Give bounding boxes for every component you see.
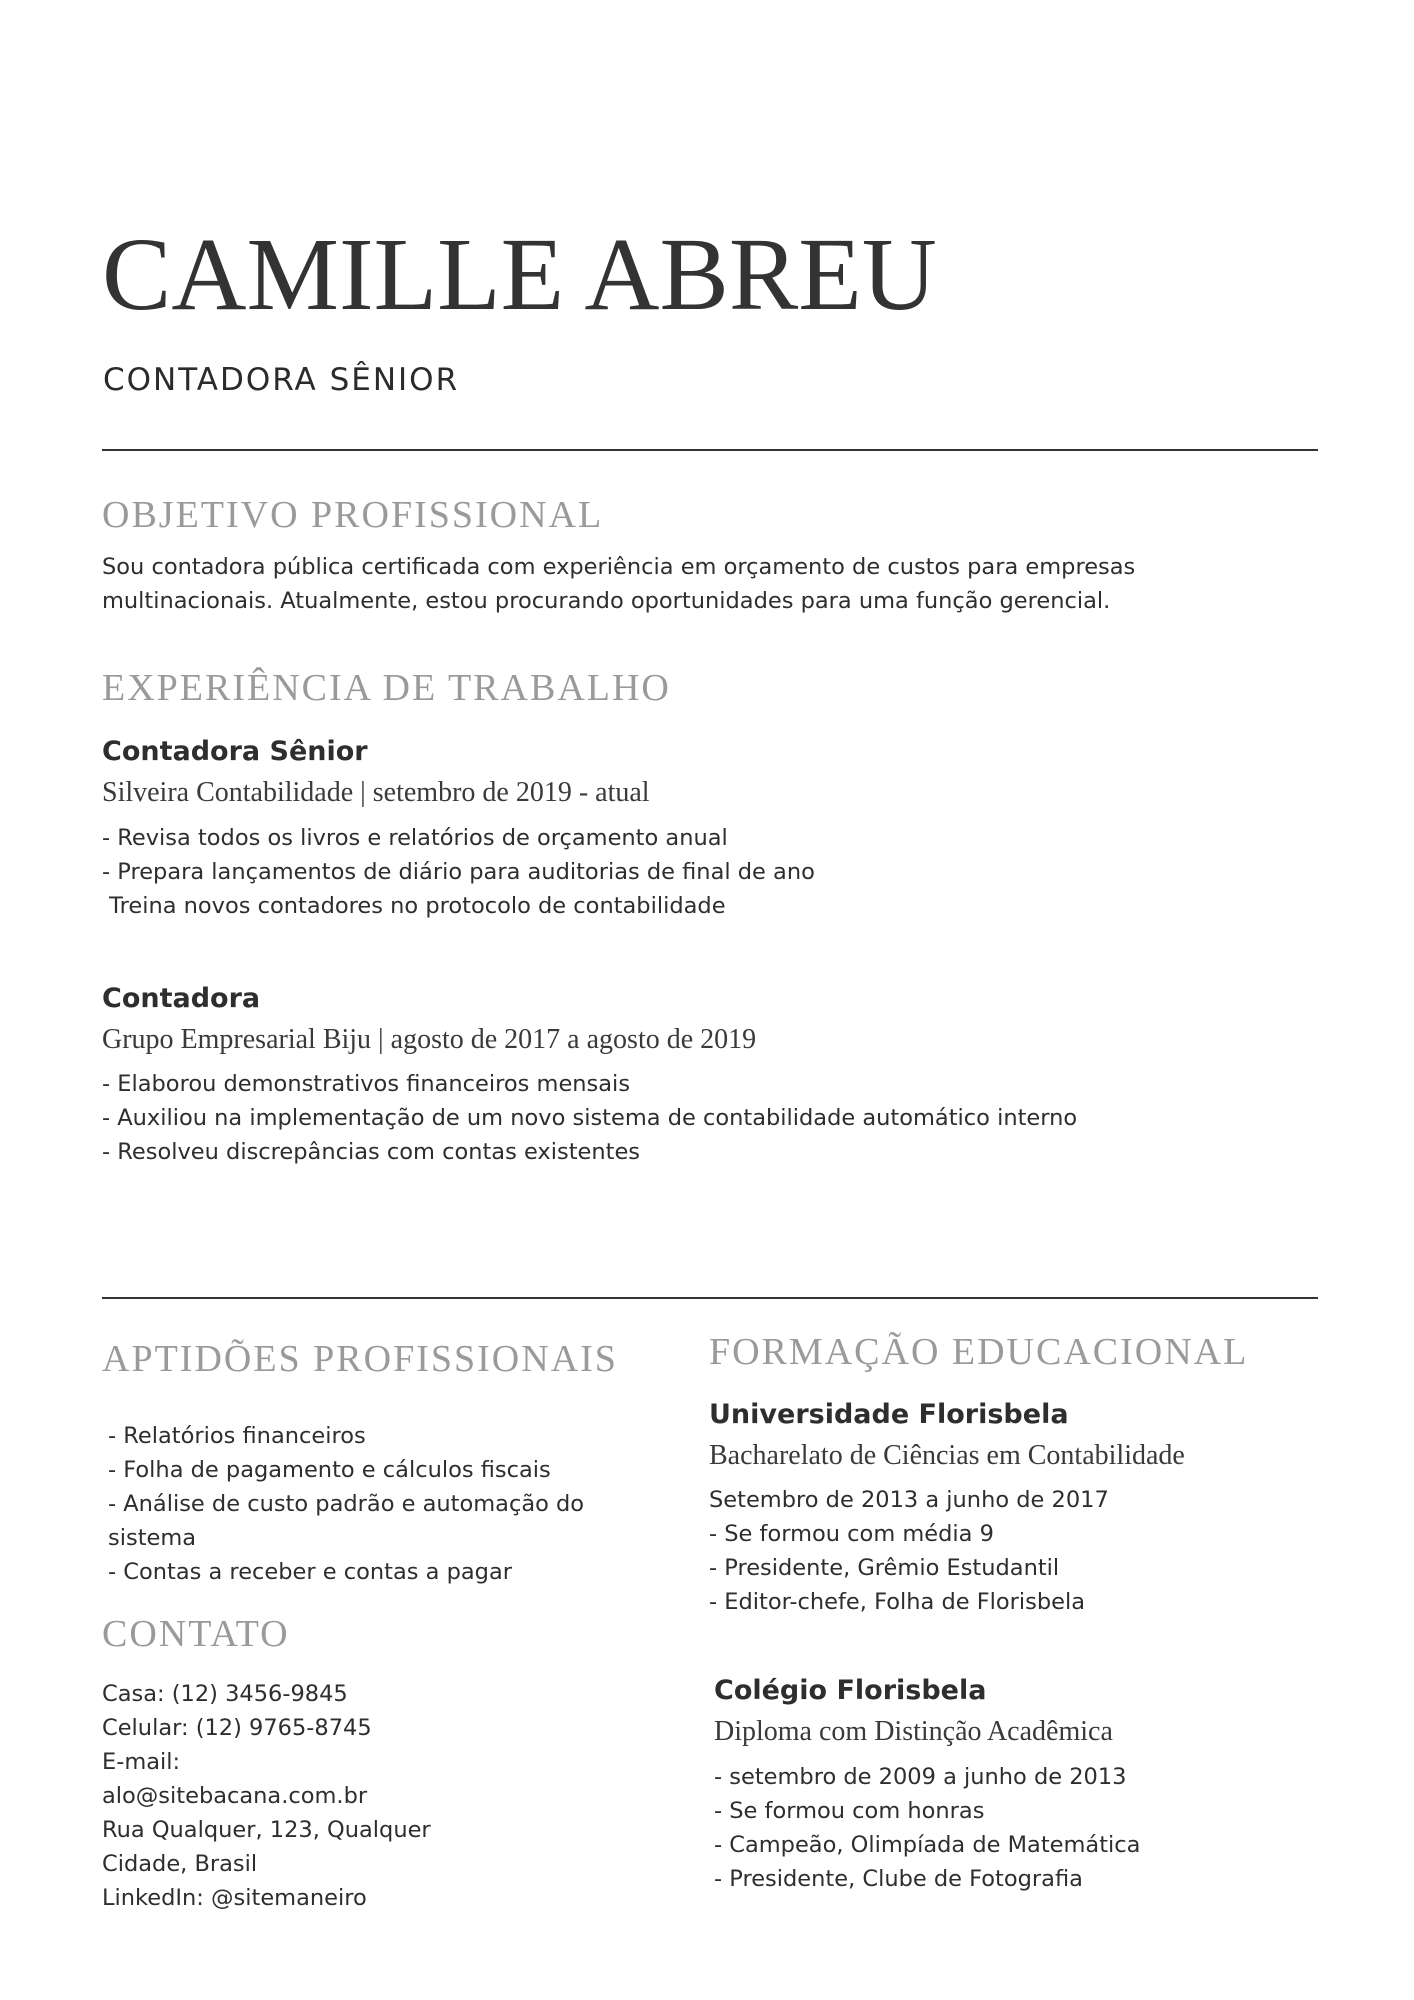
experience-heading: EXPERIÊNCIA DE TRABALHO: [102, 667, 671, 709]
list-item: - Se formou com média 9: [709, 1521, 994, 1547]
job-employer-dates: Grupo Empresarial Biju | agosto de 2017 a agosto de 2019: [102, 1024, 757, 1055]
list-item: - Prepara lançamentos de diário para auditorias de final de ano: [102, 859, 815, 885]
contact-email-label: E-mail:: [102, 1749, 181, 1775]
list-item: - setembro de 2009 a junho de 2013: [714, 1764, 1127, 1790]
resume-name: CAMILLE ABREU: [102, 217, 937, 332]
job-title: Contadora: [102, 983, 261, 1014]
header-divider: [102, 449, 1318, 451]
education-heading: FORMAÇÃO EDUCACIONAL: [709, 1331, 1249, 1373]
school-name: Universidade Florisbela: [709, 1399, 1069, 1430]
contact-phone-home: Casa: (12) 3456-9845: [102, 1681, 348, 1707]
list-item: - Análise de custo padrão e automação do sistema: [108, 1491, 585, 1551]
list-item: - Contas a receber e contas a pagar: [108, 1559, 512, 1585]
list-item: - Elaborou demonstrativos financeiros mensais: [102, 1071, 631, 1097]
school-degree: Diploma com Distinção Acadêmica: [714, 1716, 1113, 1747]
section-divider: [102, 1297, 1318, 1299]
school-degree: Bacharelato de Ciências em Contabilidade: [709, 1440, 1185, 1471]
skills-heading: APTIDÕES PROFISSIONAIS: [102, 1338, 618, 1380]
list-item: - Relatórios financeiros: [108, 1423, 366, 1449]
list-item: - Auxiliou na implementação de um novo sistema de contabilidade automático interno: [102, 1105, 1078, 1131]
objective-heading: OBJETIVO PROFISSIONAL: [102, 494, 604, 536]
contact-list: [102, 1677, 431, 1915]
school-details-list: [709, 1483, 1109, 1619]
contact-linkedin: LinkedIn: @sitemaneiro: [102, 1885, 367, 1911]
list-item: - Presidente, Grêmio Estudantil: [709, 1555, 1060, 1581]
contact-heading: CONTATO: [102, 1613, 290, 1655]
job-duties-list: [102, 1067, 1077, 1169]
list-item: - Presidente, Clube de Fotografia: [714, 1866, 1083, 1892]
list-item: - Editor-chefe, Folha de Florisbela: [709, 1589, 1086, 1615]
school-details-list: [714, 1760, 1140, 1896]
job-title: Contadora Sênior: [102, 736, 368, 767]
contact-email: alo@sitebacana.com.br: [102, 1783, 368, 1809]
school-name: Colégio Florisbela: [714, 1675, 987, 1706]
contact-phone-mobile: Celular: (12) 9765-8745: [102, 1715, 372, 1741]
job-duties-list: [102, 821, 815, 923]
contact-address-city: Cidade, Brasil: [102, 1851, 258, 1877]
list-item: Setembro de 2013 a junho de 2017: [709, 1487, 1109, 1513]
list-item: - Revisa todos os livros e relatórios de orçamento anual: [102, 825, 728, 851]
list-item: Treina novos contadores no protocolo de contabilidade: [102, 893, 726, 919]
objective-text: Sou contadora pública certificada com experiência em orçamento de custos para empresas multinacionais. Atualmente, estou procurando oportunidades para uma função gerencial.: [102, 554, 1136, 614]
list-item: - Resolveu discrepâncias com contas existentes: [102, 1139, 641, 1165]
resume-role: CONTADORA SÊNIOR: [103, 362, 460, 398]
job-employer-dates: Silveira Contabilidade | setembro de 2019 - atual: [102, 777, 650, 808]
list-item: - Campeão, Olimpíada de Matemática: [714, 1832, 1141, 1858]
list-item: - Se formou com honras: [714, 1798, 985, 1824]
list-item: - Folha de pagamento e cálculos fiscais: [108, 1457, 551, 1483]
skills-list: [108, 1419, 648, 1589]
contact-address: Rua Qualquer, 123, Qualquer: [102, 1817, 431, 1843]
